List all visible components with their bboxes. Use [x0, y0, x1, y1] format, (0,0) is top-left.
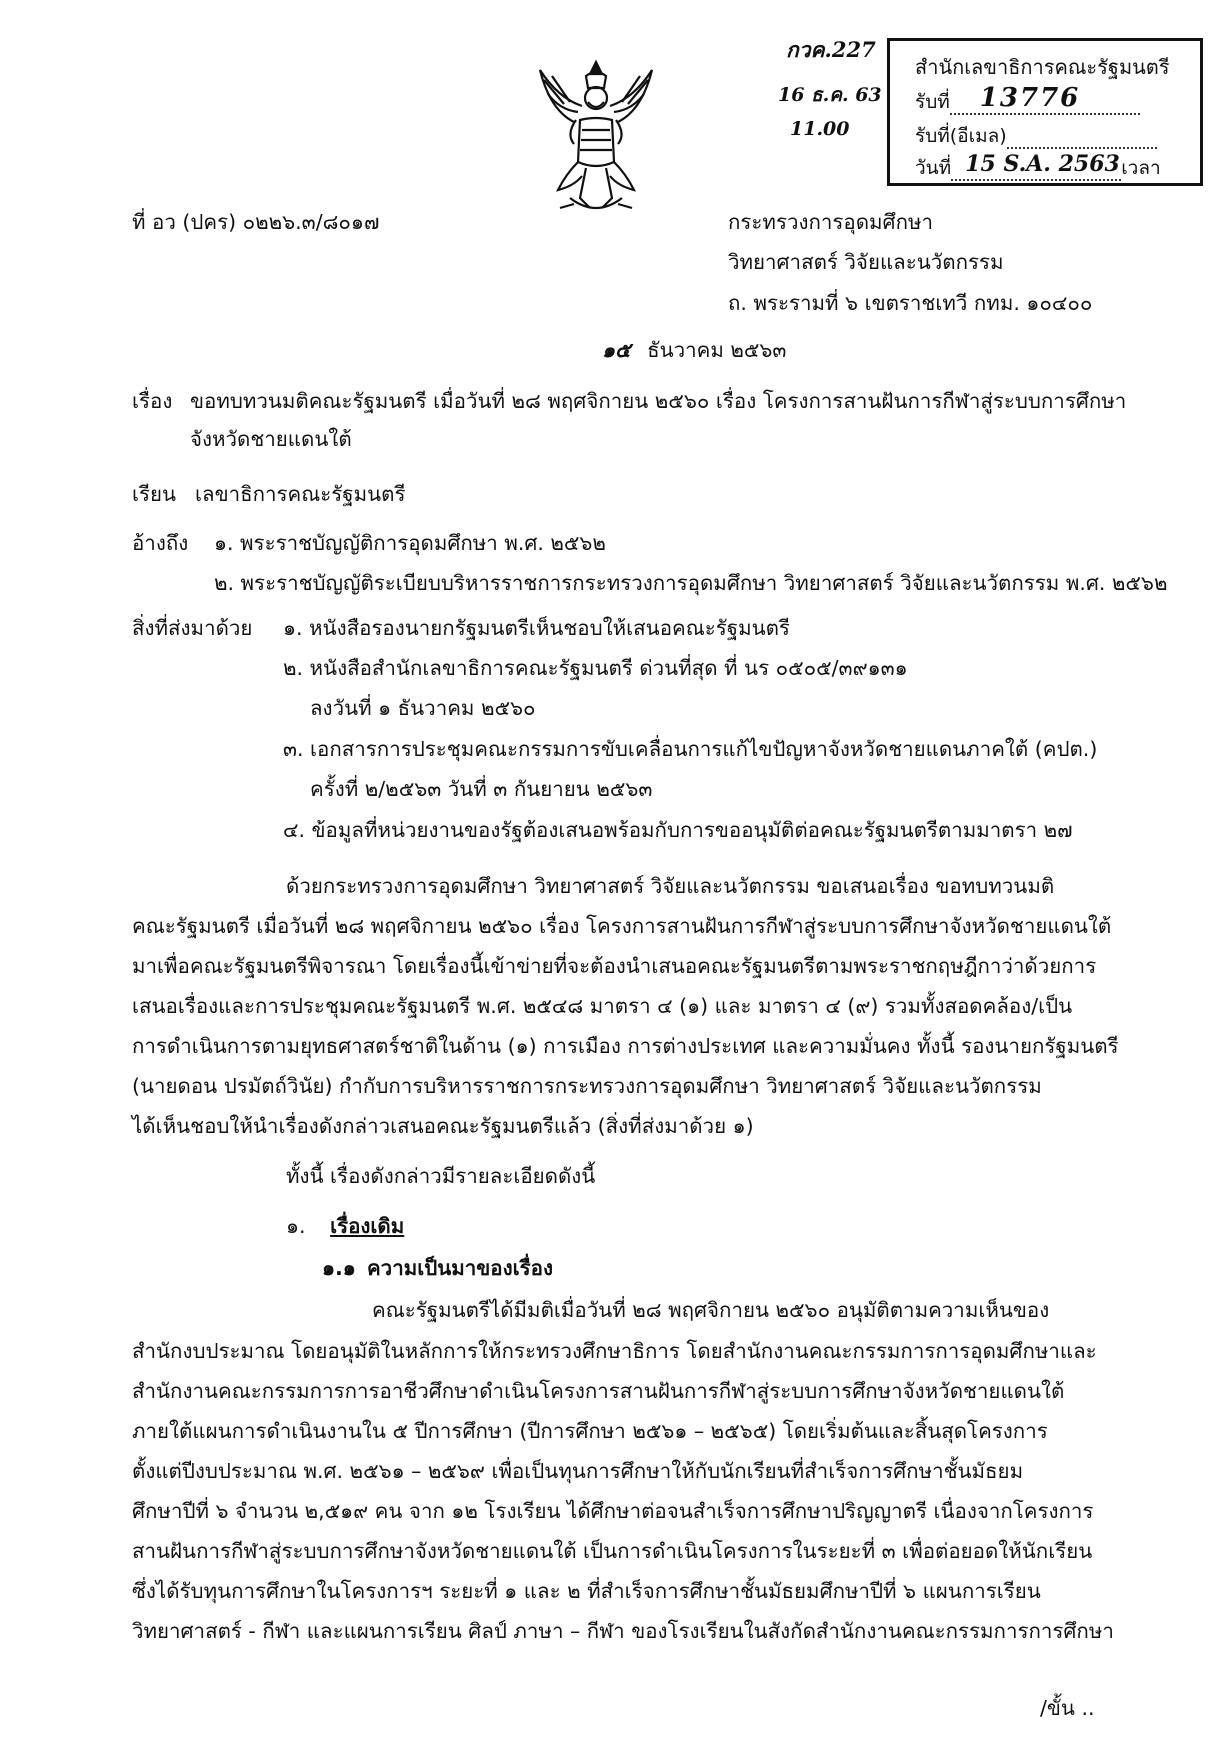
- letter-date-day: ๑๕: [602, 338, 631, 362]
- stamp-received-row: [915, 83, 1140, 117]
- page-continuation: /ขั้น ..: [1040, 1696, 1095, 1720]
- enclosure-line-6: ๔. ข้อมูลที่หน่วยงานของรัฐต้องเสนอพร้อมกับการขออนุมัติต่อคณะรัฐมนตรีตามมาตรา ๒๗: [283, 818, 1073, 842]
- section-1-line-4: ภายใต้แผนการดำเนินงานใน ๕ ปีการศึกษา (ปีการศึกษา ๒๕๖๑ – ๒๕๖๕) โดยเริ่มต้นและสิ้นสุดโครงการ: [132, 1419, 1048, 1443]
- body-line-7: ได้เห็นชอบให้นำเรื่องดังกล่าวเสนอคณะรัฐมนตรีแล้ว (สิ่งที่ส่งมาด้วย ๑): [132, 1114, 754, 1138]
- handwritten-time: 11.00: [790, 118, 850, 140]
- org-line-2: วิทยาศาสตร์ วิจัยและนวัตกรรม: [728, 250, 1004, 274]
- body-line-5: การดำเนินการตามยุทธศาสตร์ชาติในด้าน (๑) การเมือง การต่างประเทศ และความมั่นคง ทั้งนี้ รองนายกรัฐมนตรี: [132, 1034, 1119, 1058]
- details-intro: ทั้งนี้ เรื่องดังกล่าวมีรายละเอียดดังนี้: [286, 1164, 596, 1188]
- body-line-4: เสนอเรื่องและการประชุมคณะรัฐมนตรี พ.ศ. ๒๕๔๘ มาตรา ๔ (๑) และ มาตรา ๔ (๙) รวมทั้งสอดคล้อง/เป็น: [132, 994, 1073, 1018]
- section-1-number: ๑.: [286, 1214, 306, 1238]
- enclosure-line-1: ๑. หนังสือรองนายกรัฐมนตรีเห็นชอบให้เสนอคณะรัฐมนตรี: [283, 616, 790, 640]
- reference-number: ที่ อว (ปคร) ๐๒๒๖.๓/๘๐๑๗: [132, 210, 380, 234]
- receipt-stamp: [887, 38, 1203, 186]
- section-1-line-9: วิทยาศาสตร์ - กีฬา และแผนการเรียน ศิลป์ ภาษา – กีฬา ของโรงเรียนในสังกัดสำนักงานคณะกรรมการการศึกษา: [132, 1619, 1114, 1643]
- letter-date-month-year: ธันวาคม ๒๕๖๓: [647, 338, 787, 362]
- section-1-line-7: สานฝันการกีฬาสู่ระบบการศึกษาจังหวัดชายแดนใต้ เป็นการดำเนินโครงการในระยะที่ ๓ เพื่อต่อยอดให้นักเรียน: [132, 1539, 1093, 1563]
- stamp-time-label: เวลา: [1121, 157, 1161, 179]
- enclosure-line-5: ครั้งที่ ๒/๒๕๖๓ วันที่ ๓ กันยายน ๒๕๖๓: [310, 777, 653, 801]
- garuda-emblem-icon: [530, 58, 662, 220]
- enclosure-line-3: ลงวันที่ ๑ ธันวาคม ๒๕๖๐: [310, 696, 536, 720]
- reference-item-1: ๑. พระราชบัญญัติการอุดมศึกษา พ.ศ. ๒๕๖๒: [214, 531, 606, 555]
- section-1-line-2: สำนักงบประมาณ โดยอนุมัติในหลักการให้กระทรวงศึกษาธิการ โดยสำนักงานคณะกรรมการการอุดมศึกษาและ: [132, 1339, 1097, 1363]
- stamp-office: สำนักเลขาธิการคณะรัฐมนตรี: [915, 55, 1170, 79]
- subject-line-1: ขอทบทวนมติคณะรัฐมนตรี เมื่อวันที่ ๒๘ พฤศจิกายน ๒๕๖๐ เรื่อง โครงการสานฝันการกีฬาสู่ระบบการศึกษา: [190, 389, 1127, 413]
- body-line-6: (นายดอน ปรมัตถ์วินัย) กำกับการบริหารราชการกระทรวงการอุดมศึกษา วิทยาศาสตร์ วิจัยและนวัตกรรม: [132, 1074, 1042, 1098]
- section-1-line-6: ศึกษาปีที่ ๖ จำนวน ๒,๕๑๙ คน จาก ๑๒ โรงเรียน ได้ศึกษาต่อจนสำเร็จการศึกษาปริญญาตรี เนื่องจากโครงการ: [132, 1499, 1094, 1523]
- references-label: อ้างถึง: [132, 531, 189, 555]
- enclosure-line-4: ๓. เอกสารการประชุมคณะกรรมการขับเคลื่อนการแก้ไขปัญหาจังหวัดชายแดนภาคใต้ (คปต.): [283, 737, 1098, 761]
- section-1-1-heading: [322, 1252, 553, 1285]
- stamp-received-value: 13776: [979, 83, 1081, 113]
- letter-date: [602, 334, 786, 367]
- section-1-heading: [286, 1210, 404, 1243]
- section-1-1-title: ความเป็นมาของเรื่อง: [366, 1256, 553, 1280]
- section-1-1-number: ๑.๑: [322, 1256, 356, 1280]
- section-1-line-3: สำนักงานคณะกรรมการการอาชีวศึกษาดำเนินโครงการสานฝันการกีฬาสู่ระบบการศึกษาจังหวัดชายแดนใต้: [132, 1379, 1065, 1403]
- enclosure-line-2: ๒. หนังสือสำนักเลขาธิการคณะรัฐมนตรี ด่วนที่สุด ที่ นร ๐๕๐๕/๓๙๑๓๑: [283, 656, 908, 680]
- section-1-line-8: ซึ่งได้รับทุนการศึกษาในโครงการฯ ระยะที่ ๑ และ ๒ ที่สำเร็จการศึกษาชั้นมัธยมศึกษาปีที่ ๖ แผนการเรียน: [132, 1579, 1041, 1603]
- body-line-2: คณะรัฐมนตรี เมื่อวันที่ ๒๘ พฤศจิกายน ๒๕๖๐ เรื่อง โครงการสานฝันการกีฬาสู่ระบบการศึกษาจังหวัดชายแดนใต้: [132, 914, 1112, 938]
- org-line-1: กระทรวงการอุดมศึกษา: [728, 210, 933, 234]
- body-line-1: ด้วยกระทรวงการอุดมศึกษา วิทยาศาสตร์ วิจัยและนวัตกรรม ขอเสนอเรื่อง ขอทบทวนมติ: [286, 874, 1055, 898]
- stamp-email-row: [915, 121, 1157, 151]
- reference-item-2: ๒. พระราชบัญญัติระเบียบบริหารราชการกระทรวงการอุดมศึกษา วิทยาศาสตร์ วิจัยและนวัตกรรม พ.ศ. ๒๕๖๒: [214, 571, 1168, 595]
- stamp-email-label: รับที่(อีเมล): [915, 125, 1007, 147]
- stamp-date-label: วันที่: [915, 157, 952, 179]
- enclosures-label: สิ่งที่ส่งมาด้วย: [132, 616, 253, 640]
- stamp-date-row: [915, 153, 1161, 183]
- body-line-3: มาเพื่อคณะรัฐมนตรีพิจารณา โดยเรื่องนี้เข้าข่ายที่จะต้องนำเสนอคณะรัฐมนตรีตามพระราชกฤษฎีกาว่าด้วยการ: [132, 954, 1097, 978]
- subject-line-2: จังหวัดชายแดนใต้: [190, 427, 352, 451]
- salutation-text: เลขาธิการคณะรัฐมนตรี: [195, 482, 406, 506]
- handwritten-date: 16 ธ.ค. 63: [778, 84, 882, 106]
- salutation-label: เรียน: [132, 482, 177, 506]
- section-1-title: เรื่องเดิม: [330, 1214, 405, 1238]
- org-line-3: ถ. พระรามที่ ๖ เขตราชเทวี กทม. ๑๐๔๐๐: [728, 291, 1093, 315]
- section-1-line-5: ตั้งแต่ปีงบประมาณ พ.ศ. ๒๕๖๑ – ๒๕๖๙ เพื่อเป็นทุนการศึกษาให้กับนักเรียนที่สำเร็จการศึกษาชั้นมัธยม: [132, 1459, 1024, 1483]
- subject-label: เรื่อง: [132, 389, 173, 413]
- stamp-date-value: 15 S.A. 2563: [965, 151, 1120, 177]
- handwritten-code: กวค.227: [786, 37, 876, 62]
- stamp-received-label: รับที่: [915, 91, 950, 113]
- section-1-line-1: คณะรัฐมนตรีได้มีมติเมื่อวันที่ ๒๘ พฤศจิกายน ๒๕๖๐ อนุมัติตามความเห็นของ: [372, 1298, 1050, 1322]
